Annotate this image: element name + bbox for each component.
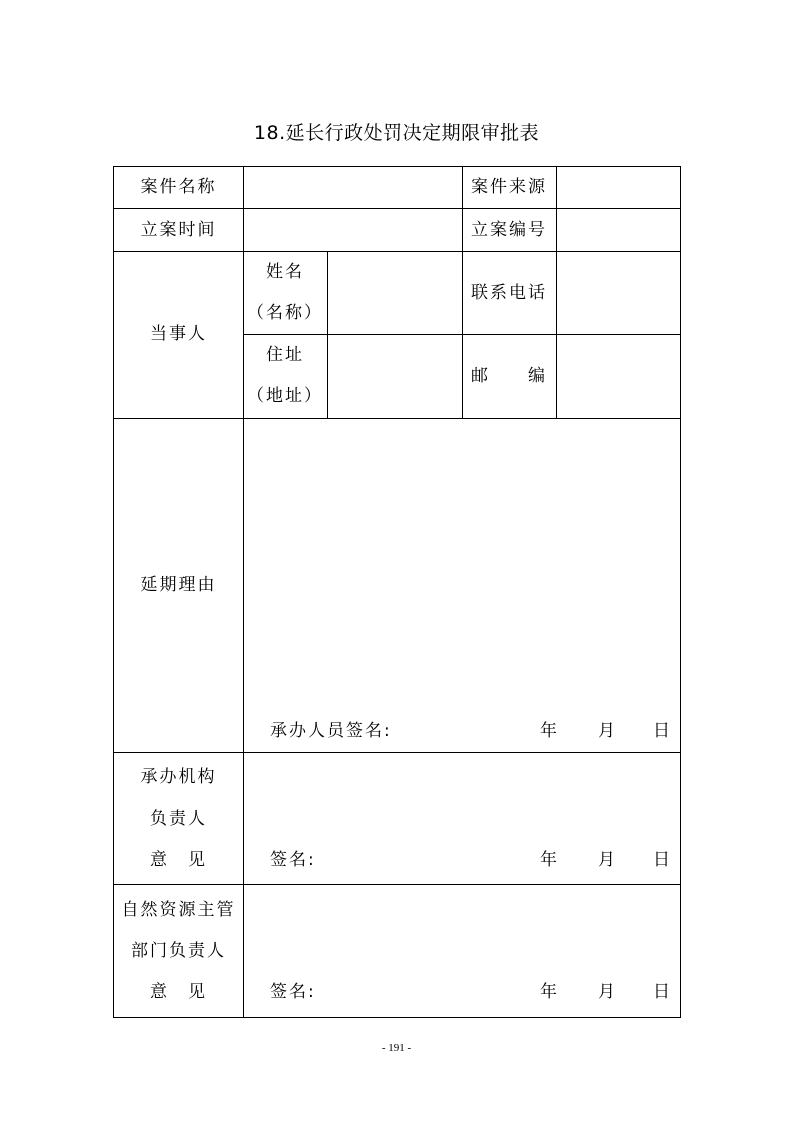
date-year: 年 (540, 982, 559, 1002)
party-label: 当事人 (150, 324, 207, 344)
filing-number-label: 立案编号 (471, 220, 547, 240)
column-divider (327, 251, 328, 418)
filing-time-label: 立案时间 (140, 220, 217, 240)
page-number: - 191 - (381, 1042, 412, 1054)
name-label-sub: （名称） (247, 303, 323, 323)
address-label: 住址 (266, 345, 304, 365)
case-name-label: 案件名称 (140, 177, 217, 197)
approval-form (113, 166, 681, 1018)
date-year: 年 (540, 721, 559, 741)
authority-signature-label: 签名: (270, 982, 316, 1002)
handler-signature-label: 承办人员签名: (270, 721, 392, 741)
phone-label: 联系电话 (471, 283, 547, 303)
dept-signature-label: 签名: (270, 850, 316, 870)
authority-opinion-label: 自然资源主管 (121, 900, 236, 920)
row-divider (114, 251, 680, 252)
row-divider (114, 884, 680, 885)
authority-opinion-label-line3: 意 见 (150, 982, 207, 1002)
date-month: 月 (598, 982, 617, 1002)
delay-reason-label: 延期理由 (140, 575, 217, 595)
dept-opinion-label: 承办机构 (140, 767, 217, 787)
page-title: 18.延长行政处罚决定期限审批表 (253, 122, 540, 144)
date-day: 日 (653, 982, 672, 1002)
dept-opinion-label-line2: 负责人 (150, 809, 207, 829)
address-label-sub: （地址） (247, 386, 323, 406)
case-source-label: 案件来源 (471, 177, 547, 197)
row-divider (114, 418, 680, 419)
date-day: 日 (653, 850, 672, 870)
column-divider (243, 167, 244, 1017)
date-month: 月 (598, 850, 617, 870)
dept-opinion-label-line3: 意 见 (150, 850, 207, 870)
name-label: 姓名 (266, 262, 304, 282)
date-day: 日 (653, 721, 672, 741)
postcode-label: 邮 编 (471, 366, 547, 386)
authority-opinion-label-line2: 部门负责人 (131, 941, 226, 961)
date-year: 年 (540, 850, 559, 870)
row-divider (114, 752, 680, 753)
row-divider (114, 208, 680, 209)
column-divider (556, 167, 557, 418)
date-month: 月 (598, 721, 617, 741)
